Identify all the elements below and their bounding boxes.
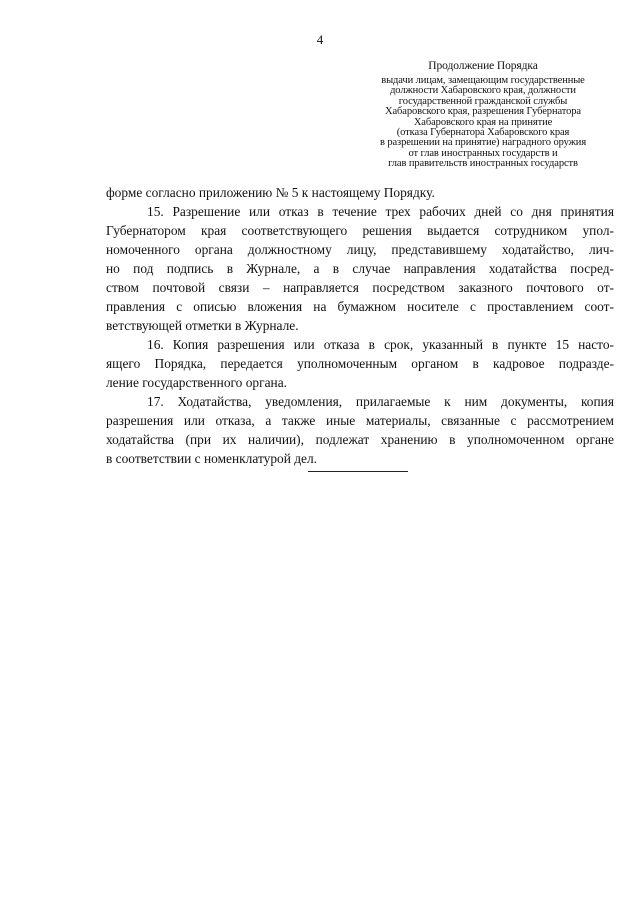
- paragraph-15: [106, 202, 614, 335]
- continuation-paragraph: [106, 183, 614, 202]
- running-header-line: государственной гражданской службы: [398, 95, 568, 107]
- text-line: ходатайства (при их наличии), подлежат хранению в уполномоченном органе: [106, 432, 614, 447]
- text-line: 16. Копия разрешения или отказа в срок, указанный в пункте 15 насто-: [147, 337, 614, 352]
- running-header-line: глав правительств иностранных государств: [388, 158, 578, 170]
- running-header-line: в разрешении на принятие) наградного оружия: [379, 137, 587, 149]
- text-line: ством почтовой связи – направляется посредством заказного почтового от-: [106, 280, 614, 295]
- text-line: ление государственного органа.: [106, 375, 288, 390]
- text-line: 15. Разрешение или отказ в течение трех рабочих дней со дня принятия: [147, 204, 614, 219]
- text-line: в соответствии с номенклатурой дел.: [106, 451, 318, 466]
- end-of-document-rule: [308, 471, 408, 472]
- running-header-line: выдачи лицам, замещающим государственные: [381, 75, 585, 86]
- page-number: 4: [316, 32, 324, 47]
- running-header-line: (отказа Губернатора Хабаровского края: [396, 127, 570, 139]
- text-line: форме согласно приложению № 5 к настоящему Порядку.: [106, 185, 435, 200]
- running-header-line: от глав иностранных государств и: [408, 147, 558, 159]
- running-header-line: должности Хабаровского края, должности: [390, 85, 576, 97]
- text-line: Губернатором края соответствующего решения выдается сотрудником упол-: [106, 223, 614, 238]
- text-line: но под подпись в Журнале, а в случае направления ходатайства посред-: [106, 261, 614, 276]
- running-header: [352, 60, 614, 170]
- running-header-line: Хабаровского края, разрешения Губернатора: [385, 106, 581, 118]
- text-line: номоченного органа должностному лицу, представившему ходатайство, лич-: [106, 242, 614, 257]
- text-line: разрешения или отказа, а также иные материалы, связанные с рассмотрением: [106, 413, 614, 428]
- text-line: ящего Порядка, передается уполномоченным органом в кадровое подразде-: [106, 356, 614, 371]
- text-line: правления с описью вложения на бумажном носителе с проставлением соот-: [106, 299, 614, 314]
- running-header-title: Продолжение Порядка: [428, 60, 538, 72]
- document-body: [106, 183, 614, 468]
- text-line: ветствующей отметки в Журнале.: [106, 318, 299, 333]
- text-line: 17. Ходатайства, уведомления, прилагаемые к ним документы, копия: [147, 394, 614, 409]
- running-header-line: Хабаровского края на принятие: [413, 116, 553, 128]
- paragraph-17: [106, 392, 614, 468]
- paragraph-16: [106, 335, 614, 392]
